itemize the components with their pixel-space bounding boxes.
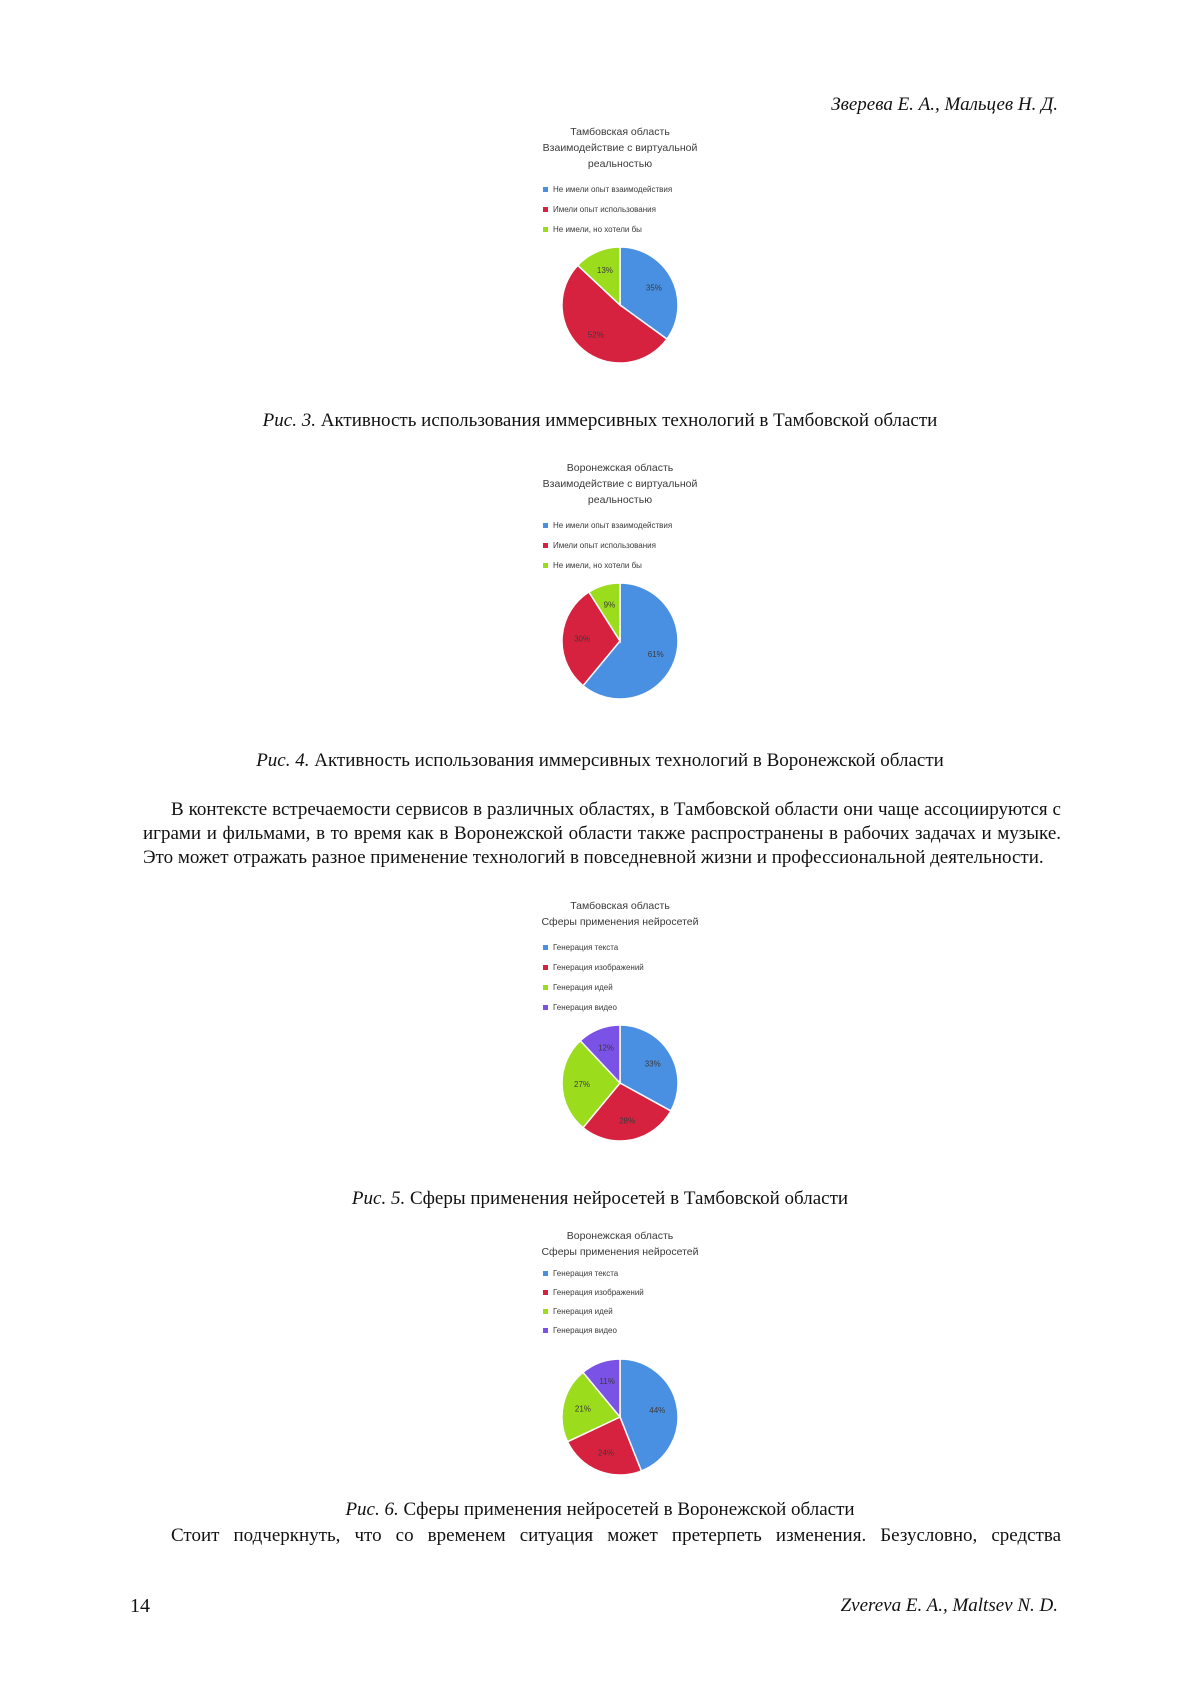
legend-swatch (543, 1271, 548, 1276)
legend-swatch (543, 945, 548, 950)
chart-legend (505, 516, 735, 576)
chart-legend (505, 180, 735, 240)
pie-slice-label: 9% (603, 600, 616, 610)
chart-title-line: Воронежская область (566, 462, 674, 474)
legend-swatch (543, 1309, 548, 1314)
legend-label: Генерация текста (553, 1269, 619, 1278)
chart-voronezh-vr (505, 460, 735, 706)
chart-title-line: Сферы применения нейросетей (541, 1246, 699, 1258)
legend-label: Генерация видео (553, 1003, 617, 1012)
legend-swatch (543, 523, 548, 528)
legend-label: Генерация идей (553, 983, 613, 992)
chart-tambov-ai (505, 898, 735, 1148)
legend-label: Генерация изображений (553, 1288, 644, 1297)
pie-slice-label: 27% (573, 1080, 591, 1090)
chart-title-line: Воронежская область (566, 1230, 674, 1242)
chart-title (505, 898, 735, 930)
footer-authors: Zvereva E. A., Maltsev N. D. (840, 1595, 1058, 1616)
pie-slice-label: 12% (597, 1043, 615, 1053)
figure-caption (130, 410, 1070, 432)
figure-caption-text: Сферы применения нейросетей в Воронежской области (403, 1499, 855, 1520)
chart-title-line: Тамбовская область (570, 126, 670, 138)
legend-label: Не имели, но хотели бы (553, 561, 642, 570)
legend-item (543, 978, 735, 998)
pie-slice-label: 52% (587, 330, 604, 340)
chart-legend (505, 938, 735, 1018)
legend-swatch (543, 1005, 548, 1010)
pie-chart (555, 576, 685, 706)
pie-slice-label: 44% (649, 1405, 666, 1415)
legend-label: Не имели опыт взаимодействия (553, 521, 673, 530)
chart-title-line: Взаимодействие с виртуальной (542, 478, 698, 490)
legend-item (543, 536, 735, 556)
figure-caption (130, 1499, 1070, 1521)
legend-label: Не имели опыт взаимодействия (553, 185, 673, 194)
legend-swatch (543, 1328, 548, 1333)
pie-slice-label: 24% (597, 1448, 615, 1458)
chart-title (505, 460, 735, 508)
legend-item (543, 220, 735, 240)
pie-slice-label: 11% (599, 1377, 615, 1387)
legend-swatch (543, 207, 548, 212)
figure-label: Рис. 3. (262, 410, 316, 431)
figure-caption-text: Сферы применения нейросетей в Тамбовской области (409, 1188, 849, 1209)
pie-slice-label: 35% (645, 283, 662, 293)
legend-item (543, 1302, 735, 1321)
legend-swatch (543, 543, 548, 548)
legend-label: Генерация идей (553, 1307, 613, 1316)
pie-slice-label: 13% (596, 266, 613, 276)
legend-item (543, 180, 735, 200)
header-authors: Зверева Е. А., Мальцев Н. Д. (831, 94, 1058, 115)
legend-swatch (543, 187, 548, 192)
legend-swatch (543, 1290, 548, 1295)
legend-item (543, 1283, 735, 1302)
pie-chart (555, 240, 685, 370)
legend-label: Генерация текста (553, 943, 619, 952)
legend-swatch (543, 985, 548, 990)
pie-slice-label: 28% (619, 1116, 636, 1126)
chart-title (505, 1228, 735, 1260)
chart-title-line: реальностью (587, 494, 653, 506)
pie-slice-label: 61% (647, 649, 664, 659)
figure-caption (130, 1188, 1070, 1210)
legend-label: Генерация видео (553, 1326, 617, 1335)
chart-voronezh-ai (505, 1228, 735, 1482)
page-number: 14 (130, 1595, 150, 1617)
body-paragraph: Стоит подчеркнуть, что со временем ситуация может претерпеть изменения. Безусловно, средства (171, 1525, 1061, 1546)
figure-caption-text: Активность использования иммерсивных технологий в Тамбовской области (320, 410, 938, 431)
chart-title-line: Тамбовская область (570, 900, 670, 912)
pie-slice-label: 21% (574, 1404, 591, 1414)
legend-label: Имели опыт использования (553, 205, 656, 214)
chart-legend (505, 1264, 735, 1340)
legend-item (543, 958, 735, 978)
legend-item (543, 200, 735, 220)
legend-item (543, 556, 735, 576)
legend-item (543, 1264, 735, 1283)
pie-slice-label: 33% (644, 1059, 661, 1069)
figure-label: Рис. 6. (345, 1499, 399, 1520)
legend-item (543, 938, 735, 958)
legend-swatch (543, 227, 548, 232)
figure-label: Рис. 4. (256, 750, 310, 771)
legend-label: Не имели, но хотели бы (553, 225, 642, 234)
figure-label: Рис. 5. (351, 1188, 406, 1209)
legend-item (543, 1321, 735, 1340)
chart-title-line: реальностью (587, 158, 653, 170)
legend-item (543, 516, 735, 536)
legend-item (543, 998, 735, 1018)
body-paragraph: В контексте встречаемости сервисов в различных областях, в Тамбовской области они чаще ассоциируются с играми и фильмами, в то время как в Воронежской области также распространены в рабочих задачах и музыке. Это может отражать разное применение технологий в повседневной жизни и профессиональной деятельности. (143, 799, 1061, 868)
legend-swatch (543, 563, 548, 568)
legend-label: Имели опыт использования (553, 541, 656, 550)
pie-slice-label: 30% (574, 634, 591, 644)
pie-chart (555, 1352, 685, 1482)
chart-title (505, 124, 735, 172)
chart-title-line: Сферы применения нейросетей (541, 916, 699, 928)
figure-caption (130, 750, 1070, 772)
figure-caption-text: Активность использования иммерсивных технологий в Воронежской области (314, 750, 944, 771)
legend-swatch (543, 965, 548, 970)
chart-title-line: Взаимодействие с виртуальной (542, 142, 698, 154)
legend-label: Генерация изображений (553, 963, 644, 972)
pie-chart (555, 1018, 685, 1148)
chart-tambov-vr (505, 124, 735, 370)
